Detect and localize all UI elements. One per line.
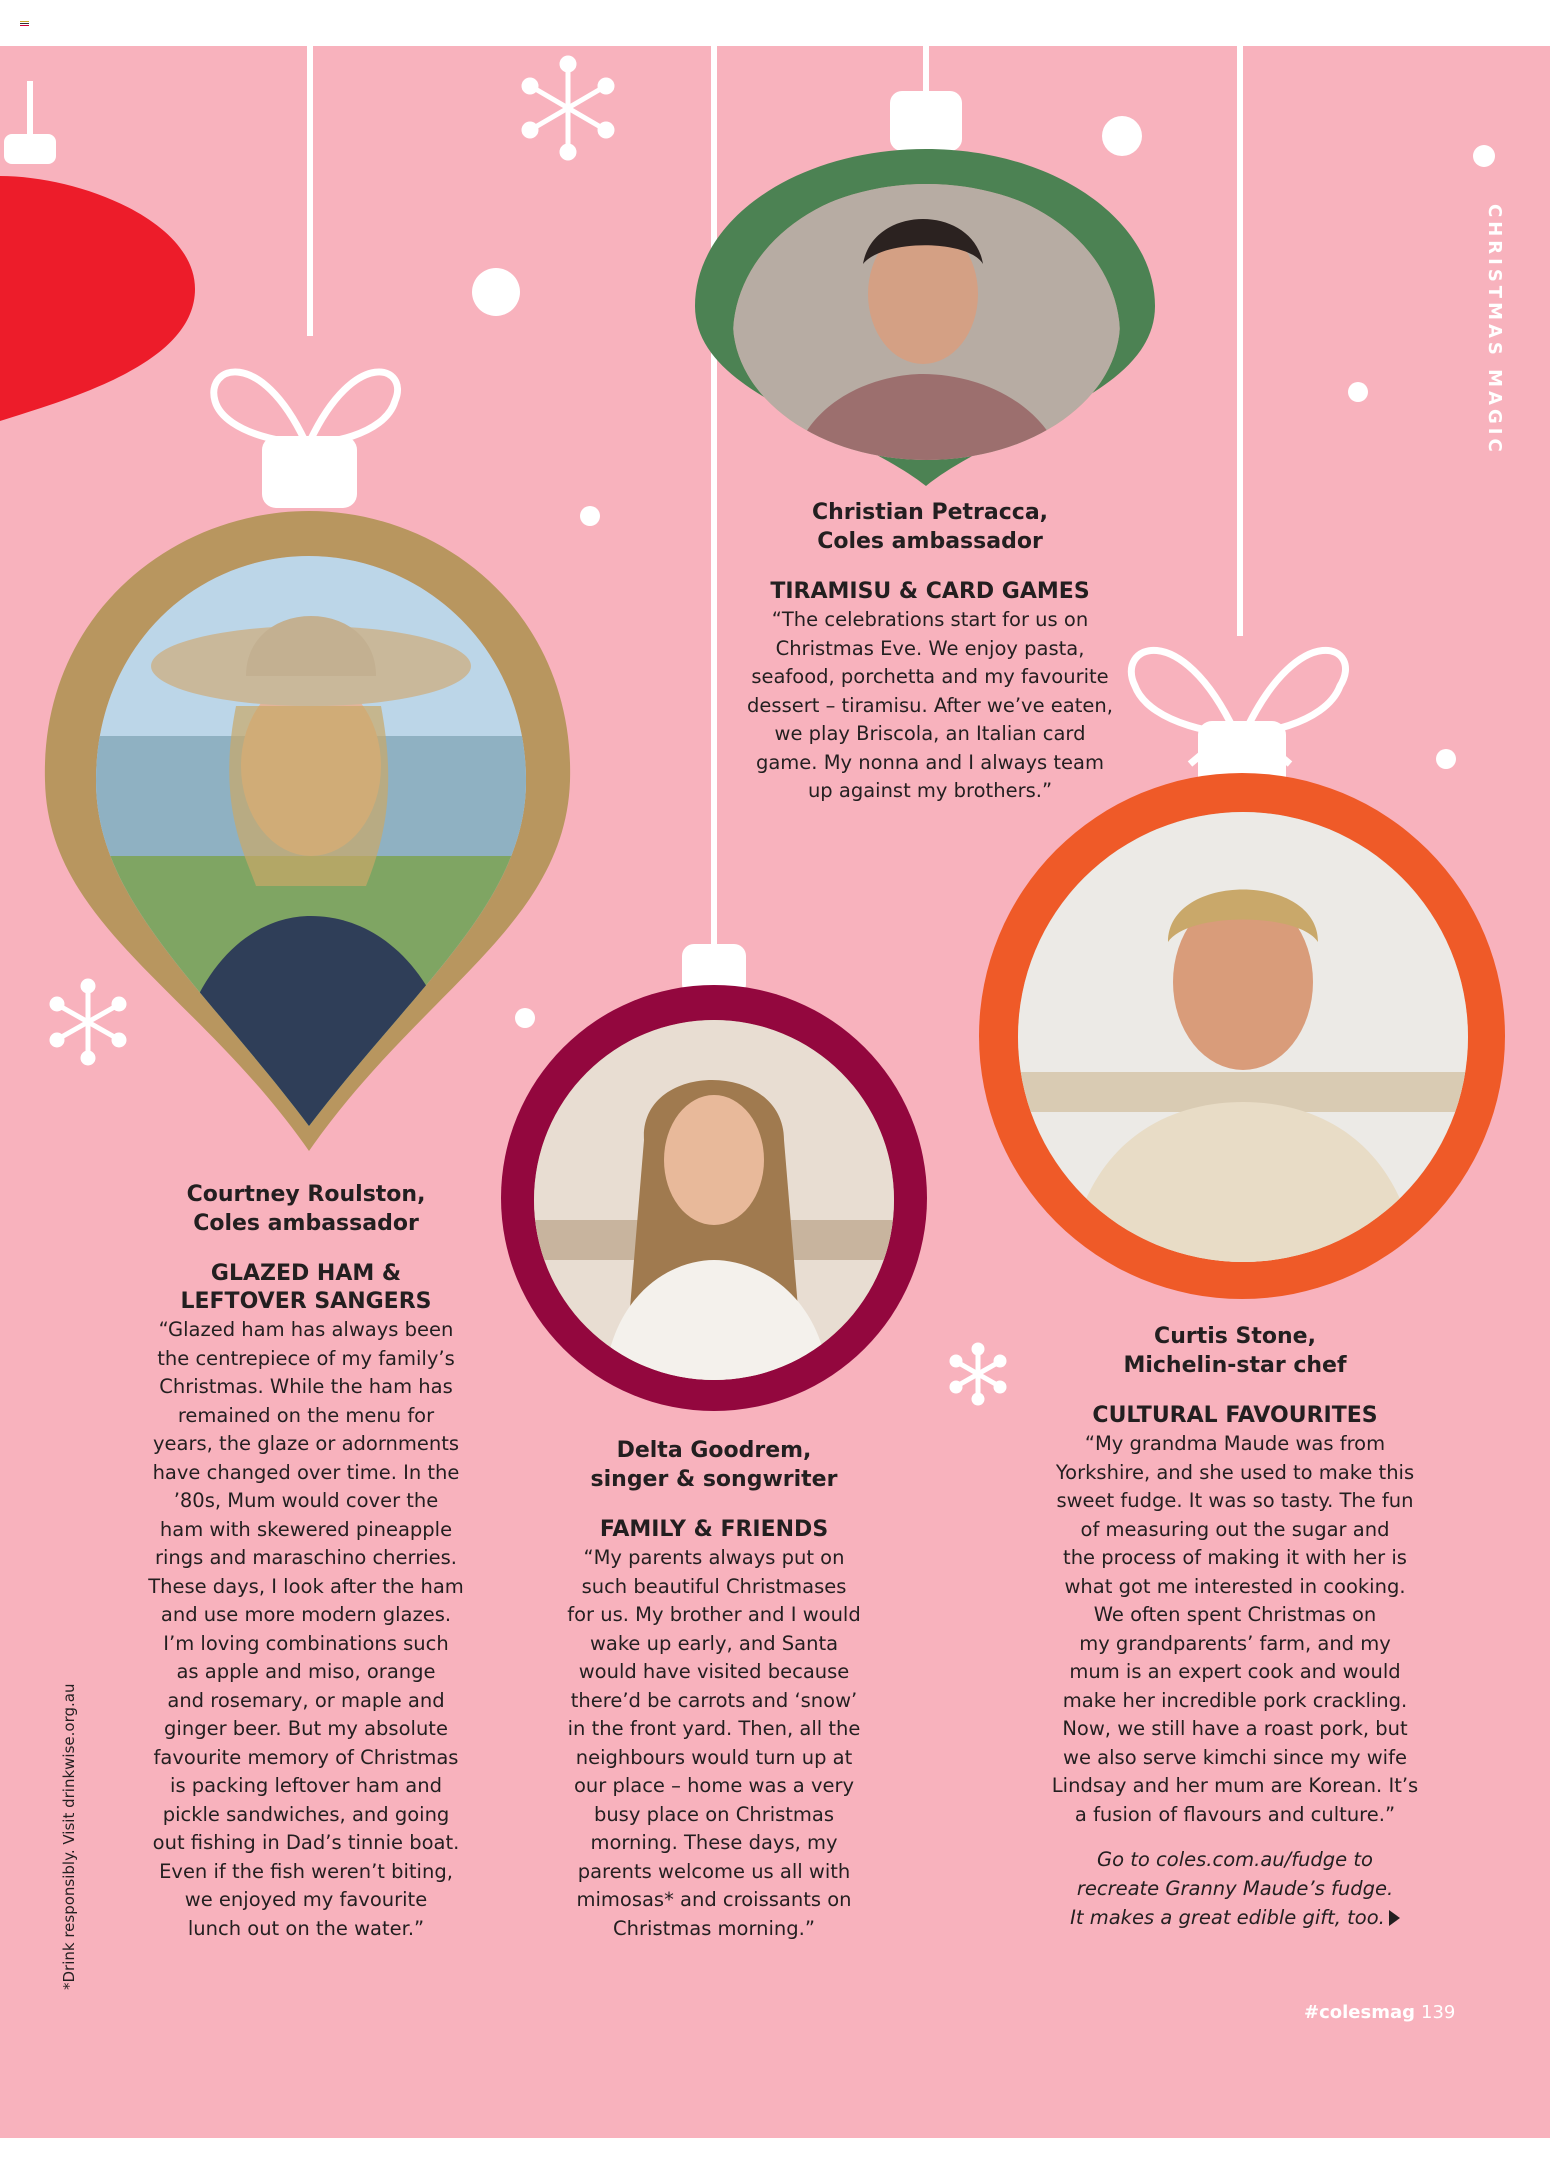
curtis-heading: CULTURAL FAVOURITES <box>1092 1403 1378 1428</box>
curtis-tip <box>1030 1845 1440 1932</box>
courtney-heading: GLAZED HAM & LEFTOVER SANGERS <box>180 1261 432 1314</box>
christian-profile <box>700 498 1160 806</box>
courtney-profile <box>116 1180 496 1943</box>
delta-quote: “My parents always put on such beautiful Christmases for us. My brother and I would wake up early, and Santa would have visited because there’d be carrots and ‘snow’ in the front yard. Then, all the neighbours would turn up at our place – home was a very busy place on Christmas morning. These days, my parents welcome us all with mimosas* and croissants on Christmas morning.” <box>567 1546 861 1940</box>
footer-hashtag: #colesmag <box>1304 2002 1415 2023</box>
green-bauble-cap <box>890 91 962 151</box>
delta-heading: FAMILY & FRIENDS <box>599 1517 829 1542</box>
red-bauble <box>0 134 195 421</box>
curtis-quote: “My grandma Maude was from Yorkshire, and she used to make this sweet fudge. It was so tasty. The fun of measuring out the sugar and the process of making it with her is what got me interested in cooking. We often spent Christmas on my grandparents’ farm, and my mum is an expert cook and would make her incredible pork crackling. Now, we still have a roast pork, but we also serve kimchi since my wife Lindsay and her mum are Korean. It’s a fusion of flavours and culture.” <box>1051 1432 1419 1826</box>
curtis-name: Curtis Stone, Michelin-star chef <box>1123 1324 1347 1378</box>
section-label: CHRISTMAS MAGIC <box>1484 204 1505 456</box>
curtis-tip-text: Go to coles.com.au/fudge to recreate Granny Maude’s fudge. It makes a great edible gift, too. <box>1070 1848 1394 1929</box>
curtis-photo <box>1018 812 1468 1262</box>
drink-disclaimer: *Drink responsibly. Visit drinkwise.org.au <box>60 1683 78 1990</box>
christian-name: Christian Petracca, Coles ambassador <box>811 500 1049 554</box>
bottom-bar <box>0 2138 1550 2184</box>
delta-name: Delta Goodrem, singer & songwriter <box>590 1438 838 1492</box>
christian-heading: TIRAMISU & CARD GAMES <box>770 579 1090 604</box>
gold-bauble-cap <box>262 436 357 508</box>
page-footer <box>1304 2002 1455 2023</box>
christian-photo <box>733 184 1120 460</box>
magazine-page <box>0 46 1550 2138</box>
play-arrow-icon <box>1389 1910 1400 1926</box>
hamburger-menu-icon[interactable] <box>20 21 29 26</box>
courtney-quote: “Glazed ham has always been the centrepiece of my family’s Christmas. While the ham has remained on the menu for years, the glaze or adornments have changed over time. In the ’80s, Mum would cover the ham with skewered pineapple rings and maraschino cherries. These days, I look after the ham and use more modern glazes. I’m loving combinations such as apple and miso, orange and rosemary, or maple and ginger beer. But my absolute favourite memory of Christmas is packing leftover ham and pickle sandwiches, and going out fishing in Dad’s tinnie boat. Even if the fish weren’t biting, we enjoyed my favourite lunch out on the water.” <box>148 1318 464 1940</box>
courtney-name: Courtney Roulston, Coles ambassador <box>186 1182 426 1236</box>
top-bar <box>0 0 1550 46</box>
curtis-profile <box>1030 1322 1440 1932</box>
delta-profile <box>524 1436 904 1943</box>
christian-quote: “The celebrations start for us on Christmas Eve. We enjoy pasta, seafood, porchetta and my favourite dessert – tiramisu. After we’ve eaten, we play Briscola, an Italian card game. My nonna and I always team up against my brothers.” <box>747 608 1113 802</box>
page-number: 139 <box>1421 2002 1456 2023</box>
delta-photo <box>534 1020 894 1380</box>
